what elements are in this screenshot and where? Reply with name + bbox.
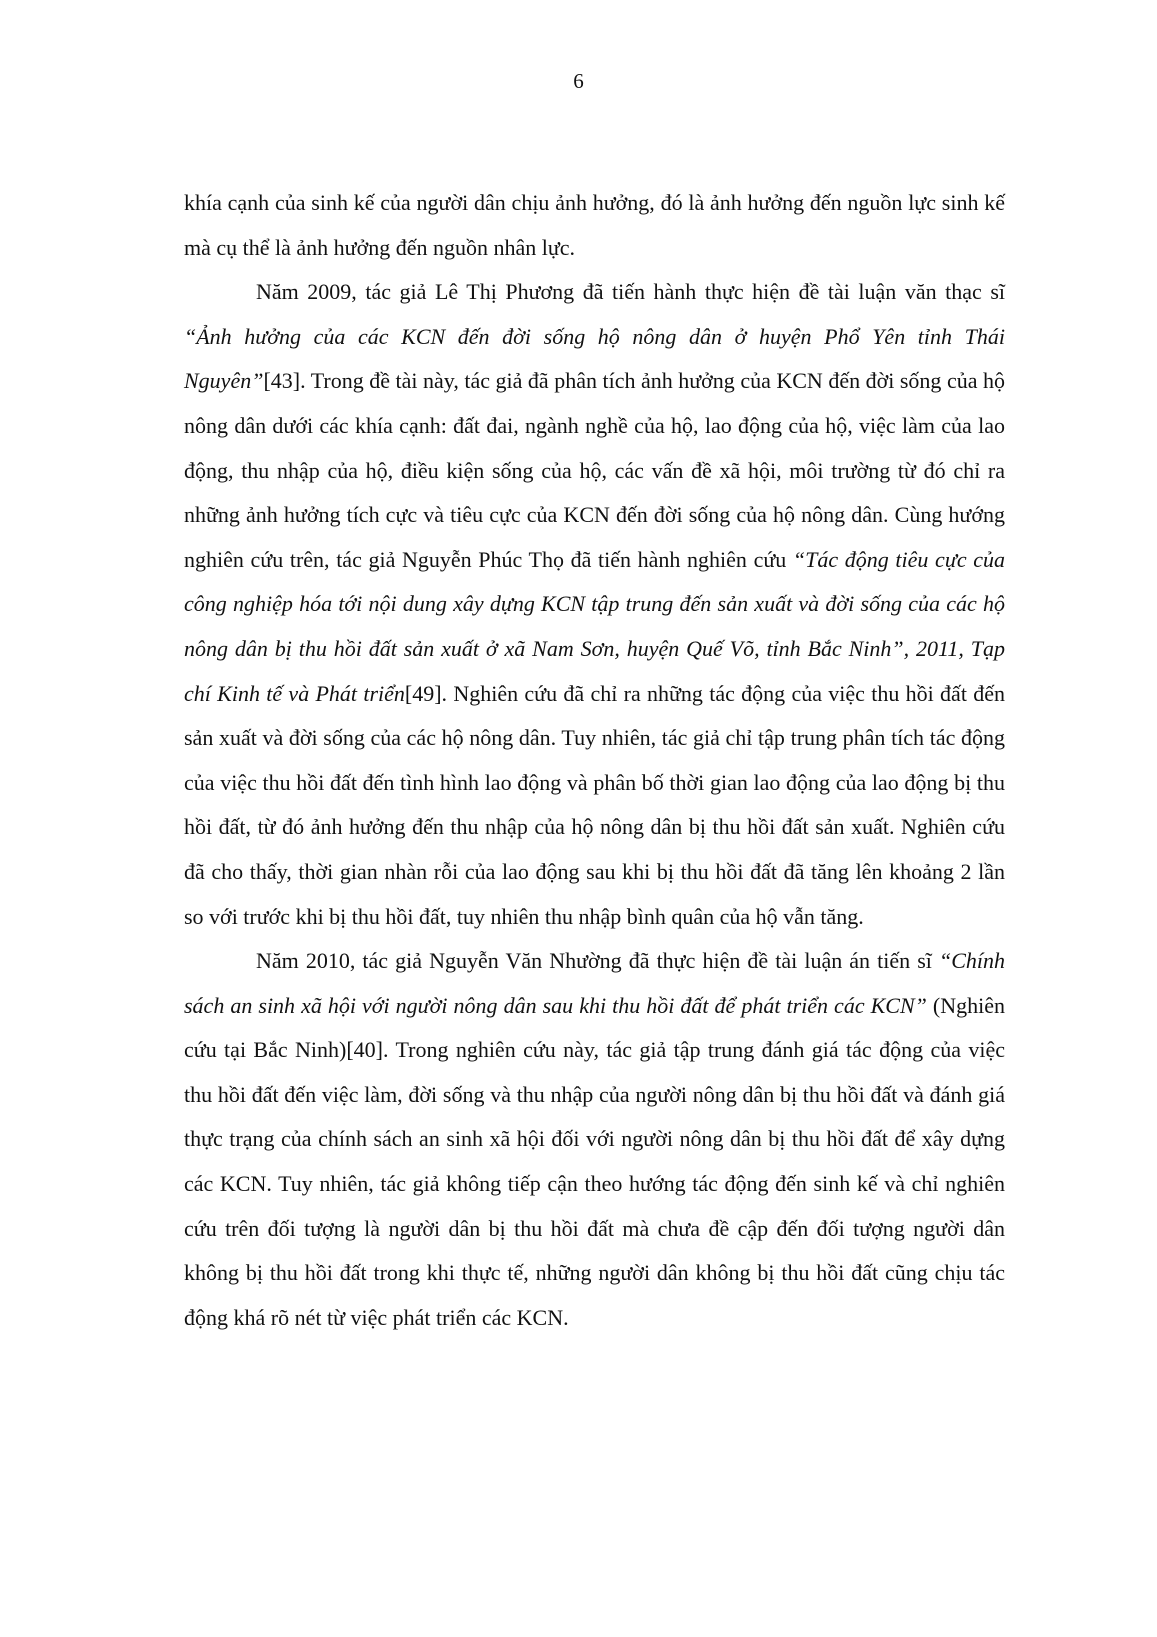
citation-title-pho-yen: “Ảnh hưởng của các KCN đến đời sống hộ nông dân ở huyện Phổ Yên tỉnh Thái Nguyên” — [184, 323, 1005, 394]
paragraph-2 — [184, 270, 1005, 939]
citation-title-an-sinh: “Chính sách an sinh xã hội với người nông dân sau khi thu hồi đất để phát triển các KCN” — [184, 948, 1005, 1018]
citation-title-nam-son: “Tác động tiêu cực của công nghiệp hóa tới nội dung xây dựng KCN tập trung đến sản xuất và đời sống của các hộ nông dân bị thu hồi đất sản xuất ở xã Nam Sơn, huyện Quế Võ, tỉnh Bắc Ninh”, 2011, Tạp chí Kinh tế và Phát triển — [184, 546, 1005, 706]
paragraph-1: khía cạnh của sinh kế của người dân chịu ảnh hưởng, đó là ảnh hưởng đến nguồn lực sinh kế mà cụ thể là ảnh hưởng đến nguồn nhân lực. — [184, 190, 1005, 260]
paragraph-3 — [184, 939, 1005, 1340]
page-number: 6 — [573, 69, 584, 93]
paragraph-2-text-c: [49]. Nghiên cứu đã chỉ ra những tác động của việc thu hồi đất đến sản xuất và đời sống của các hộ nông dân. Tuy nhiên, tác giả chỉ tập trung phân tích tác động của việc thu hồi đất đến tình hình lao động và phân bố thời gian lao động của lao động bị thu hồi đất, từ đó ảnh hưởng đến thu nhập của hộ nông dân bị thu hồi đất sản xuất. Nghiên cứu đã cho thấy, thời gian nhàn rỗi của lao động sau khi bị thu hồi đất đã tăng lên khoảng 2 lần so với trước khi bị thu hồi đất, tuy nhiên thu nhập bình quân của hộ vẫn tăng. — [184, 680, 1005, 929]
paragraph-2-text-a: Năm 2009, tác giả Lê Thị Phương đã tiến hành thực hiện đề tài luận văn thạc sĩ — [256, 279, 1005, 305]
paragraph-2-text-b: [43]. Trong đề tài này, tác giả đã phân tích ảnh hưởng của KCN đến đời sống của hộ nông dân dưới các khía cạnh: đất đai, ngành nghề của hộ, lao động của hộ, việc làm của lao động, thu nhập của hộ, điều kiện sống của hộ, các vấn đề xã hội, môi trường từ đó chỉ ra những ảnh hưởng tích cực và tiêu cực của KCN đến đời sống của hộ nông dân. Cùng hướng nghiên cứu trên, tác giả Nguyễn Phúc Thọ đã tiến hành nghiên cứu — [184, 368, 1005, 572]
document-body — [184, 181, 1005, 1340]
paragraph-3-text-a: Năm 2010, tác giả Nguyễn Văn Nhường đã thực hiện đề tài luận án tiến sĩ — [256, 948, 939, 974]
paragraph-3-text-b: (Nghiên cứu tại Bắc Ninh)[40]. Trong nghiên cứu này, tác giả tập trung đánh giá tác động của việc thu hồi đất đến việc làm, đời sống và thu nhập của người nông dân bị thu hồi đất và đánh giá thực trạng của chính sách an sinh xã hội đối với người nông dân bị thu hồi đất để xây dựng các KCN. Tuy nhiên, tác giả không tiếp cận theo hướng tác động đến sinh kế và chỉ nghiên cứu trên đối tượng là người dân bị thu hồi đất mà chưa đề cập đến đối tượng người dân không bị thu hồi đất trong khi thực tế, những người dân không bị thu hồi đất cũng chịu tác động khá rõ nét từ việc phát triển các KCN. — [184, 992, 1005, 1330]
